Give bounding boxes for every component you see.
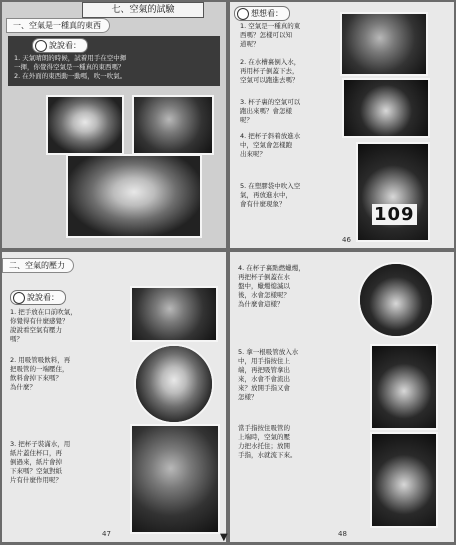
photo-glass-in-tank xyxy=(342,78,430,138)
tag-discuss xyxy=(32,38,88,53)
item-2: 2. 用吸管吸飲料，再 把吸管的一端壓住， 飲料會掉下來嗎？ 為什麼？ xyxy=(10,356,71,391)
page-number: 46 xyxy=(342,236,351,244)
tag-discuss-2 xyxy=(10,290,66,305)
photo-children-balloon xyxy=(66,154,202,238)
photo-girl-with-bag xyxy=(132,95,214,155)
scroll-down-arrow-icon: ▼ xyxy=(220,532,228,543)
item-4: 4. 在杯子裏點燃蠟燭， 再把杯子倒蓋在水 盤中，蠟燭熄滅以 後，水會怎樣呢？ 為什麼會這樣？ xyxy=(238,264,305,308)
photo-glass-candle xyxy=(358,262,434,338)
chapter-title: 七、空氣的試驗 xyxy=(82,2,204,18)
photo-kids-water-tank xyxy=(340,12,428,76)
item-5: 5. 拿一根吸管放入水 中，用手指按住上 端，再把吸管拿出 來，水會不會流出 來？放開手指又會 怎樣？ xyxy=(238,348,299,401)
jersey-number: 109 xyxy=(374,204,415,225)
item-3: 3. 把杯子裝滿水，用 紙片蓋住杯口，再 倒過來，紙片會掉 下來嗎？空氣對紙 片有什麼作用呢？ xyxy=(10,440,71,484)
photo-runner-with-bag xyxy=(356,142,430,242)
tag-label: 想想看： xyxy=(251,9,283,18)
photo-straw-in-water xyxy=(370,344,438,430)
question-3: 3. 杯子裏的空氣可以 跑出來嗎？會怎樣 呢？ xyxy=(240,98,301,124)
page-bottom-left xyxy=(2,252,226,542)
question-5: 5. 在塑膠袋中吹入空 氣，再放進水中， 會有什麼現象？ xyxy=(240,182,301,208)
intro-text: 1. 天氣晴朗的時候，試着用手在空中揮 一揮，你覺得空氣是一種真的東西嗎？ 2. 在外面的東西動一動嗎，吹一吹氣。 xyxy=(14,54,127,80)
section-heading-one: 一、空氣是一種真的東西 xyxy=(6,18,110,33)
question-1: 1. 空氣是一種真的東 西嗎？怎樣可以知 道呢？ xyxy=(240,22,301,48)
tag-think xyxy=(234,6,290,21)
photo-straw-lifted xyxy=(370,432,438,528)
photo-boy-blowing-hand xyxy=(130,286,218,342)
item-1: 1. 把手放在口前吹氣， 你覺得有什麼感覺？ 說說看空氣有壓力 嗎？ xyxy=(10,308,77,343)
question-2: 2. 在水槽裏倒入水， 再用杯子倒蓋下去， 空氣可以跑進去嗎？ xyxy=(240,58,301,84)
photo-boy-straw xyxy=(134,344,214,424)
page-top-left xyxy=(2,2,226,248)
tag-label: 說說看： xyxy=(49,41,81,50)
page-number: 48 xyxy=(338,530,347,538)
photo-boy-cup-experiment xyxy=(130,424,220,534)
photo-girl-smiling xyxy=(46,95,124,155)
question-4: 4. 把杯子斜着放進水 中，空氣會怎樣跑 出來呢？ xyxy=(240,132,301,158)
item-note: 當手指按住吸管的 上端時，空氣的壓 力把水托住；放開 手指，水就流下來。 xyxy=(238,424,297,459)
section-heading-two: 二、空氣的壓力 xyxy=(2,258,74,273)
bullet-icon xyxy=(237,8,249,20)
page-number: 47 xyxy=(102,530,111,538)
bullet-icon xyxy=(35,40,47,52)
page-bottom-right xyxy=(230,252,454,542)
page-top-right xyxy=(230,2,454,248)
bullet-icon xyxy=(13,292,25,304)
tag-label: 說說看： xyxy=(27,293,59,302)
